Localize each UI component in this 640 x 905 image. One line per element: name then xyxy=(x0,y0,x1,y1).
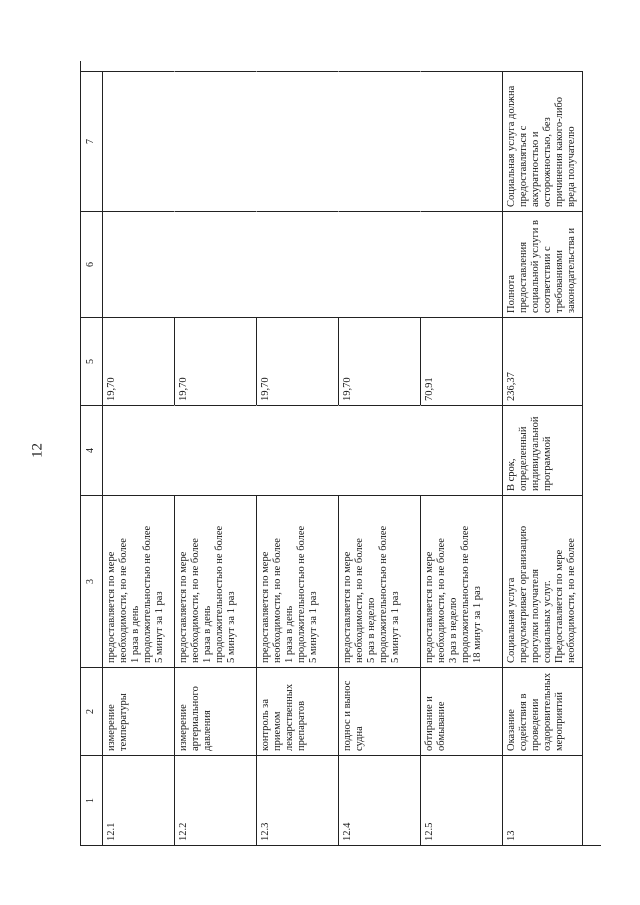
service-deadline xyxy=(257,405,339,495)
row-number: 12.5 xyxy=(421,755,503,845)
row-number: 12.1 xyxy=(103,755,175,845)
header-col-5: 5 xyxy=(81,317,103,405)
service-deadline xyxy=(339,405,421,495)
service-quality xyxy=(257,211,339,317)
service-conditions: Социальная услуга должна предоставляться с аккуратностью и осторожностью, без причинения какого-либо вреда получателю xyxy=(503,71,583,211)
service-price: 70,91 xyxy=(421,317,503,405)
service-name: Оказание содействия в проведении оздоровительных мероприятий xyxy=(503,667,583,755)
service-deadline xyxy=(175,405,257,495)
service-name: измерение температуры xyxy=(103,667,175,755)
service-quality: Полнота предоставления социальной услуги в соответствии с требованиями законодательства и xyxy=(503,211,583,317)
service-price: 19,70 xyxy=(175,317,257,405)
header-col-7: 7 xyxy=(81,71,103,211)
header-col-3: 3 xyxy=(81,495,103,667)
page-number: 12 xyxy=(29,443,46,458)
service-conditions xyxy=(421,71,503,211)
service-name: контроль за приемом лекарственных препаратов xyxy=(257,667,339,755)
row-number: 12.2 xyxy=(175,755,257,845)
services-table xyxy=(80,62,600,846)
row-number: 13 xyxy=(503,755,583,845)
service-description: предоставляется по мере необходимости, но не более 1 раза в день продолжительностью не более 5 минут за 1 раз xyxy=(103,495,175,667)
service-quality xyxy=(175,211,257,317)
row-number: 12.4 xyxy=(339,755,421,845)
row-number: 12.3 xyxy=(257,755,339,845)
header-col-2: 2 xyxy=(81,667,103,755)
service-name: поднос и вынос судна xyxy=(339,667,421,755)
service-conditions xyxy=(257,71,339,211)
header-col-1: 1 xyxy=(81,755,103,845)
service-description: предоставляется по мере необходимости, но не более 1 раза в день продолжительностью не более 5 минут за 1 раз xyxy=(175,495,257,667)
service-conditions xyxy=(175,71,257,211)
service-description: Социальная услуга предусматривает организацию прогулки получателя социальных услуг. Предоставляется по мере необходимости, но не более xyxy=(503,495,583,667)
service-name: измерение артериального давления xyxy=(175,667,257,755)
service-price: 19,70 xyxy=(339,317,421,405)
service-quality xyxy=(103,211,175,317)
service-price: 19,70 xyxy=(257,317,339,405)
service-quality xyxy=(339,211,421,317)
service-description: предоставляется по мере необходимости, но не более 1 раза в день продолжительностью не более 5 минут за 1 раз xyxy=(257,495,339,667)
header-col-4: 4 xyxy=(81,405,103,495)
service-conditions xyxy=(339,71,421,211)
service-deadline xyxy=(421,405,503,495)
service-name: обтирание и обмывание xyxy=(421,667,503,755)
service-conditions xyxy=(103,71,175,211)
service-price: 236,37 xyxy=(503,317,583,405)
header-col-6: 6 xyxy=(81,211,103,317)
service-quality xyxy=(421,211,503,317)
service-deadline xyxy=(103,405,175,495)
service-description: предоставляется по мере необходимости, но не более 3 раз в неделю продолжительностью не более 18 минут за 1 раз xyxy=(421,495,503,667)
service-description: предоставляется по мере необходимости, но не более 5 раз в неделю продолжительностью не более 5 минут за 1 раз xyxy=(339,495,421,667)
service-price: 19,70 xyxy=(103,317,175,405)
service-deadline: В срок, определенный индивидуальной программой xyxy=(503,405,583,495)
